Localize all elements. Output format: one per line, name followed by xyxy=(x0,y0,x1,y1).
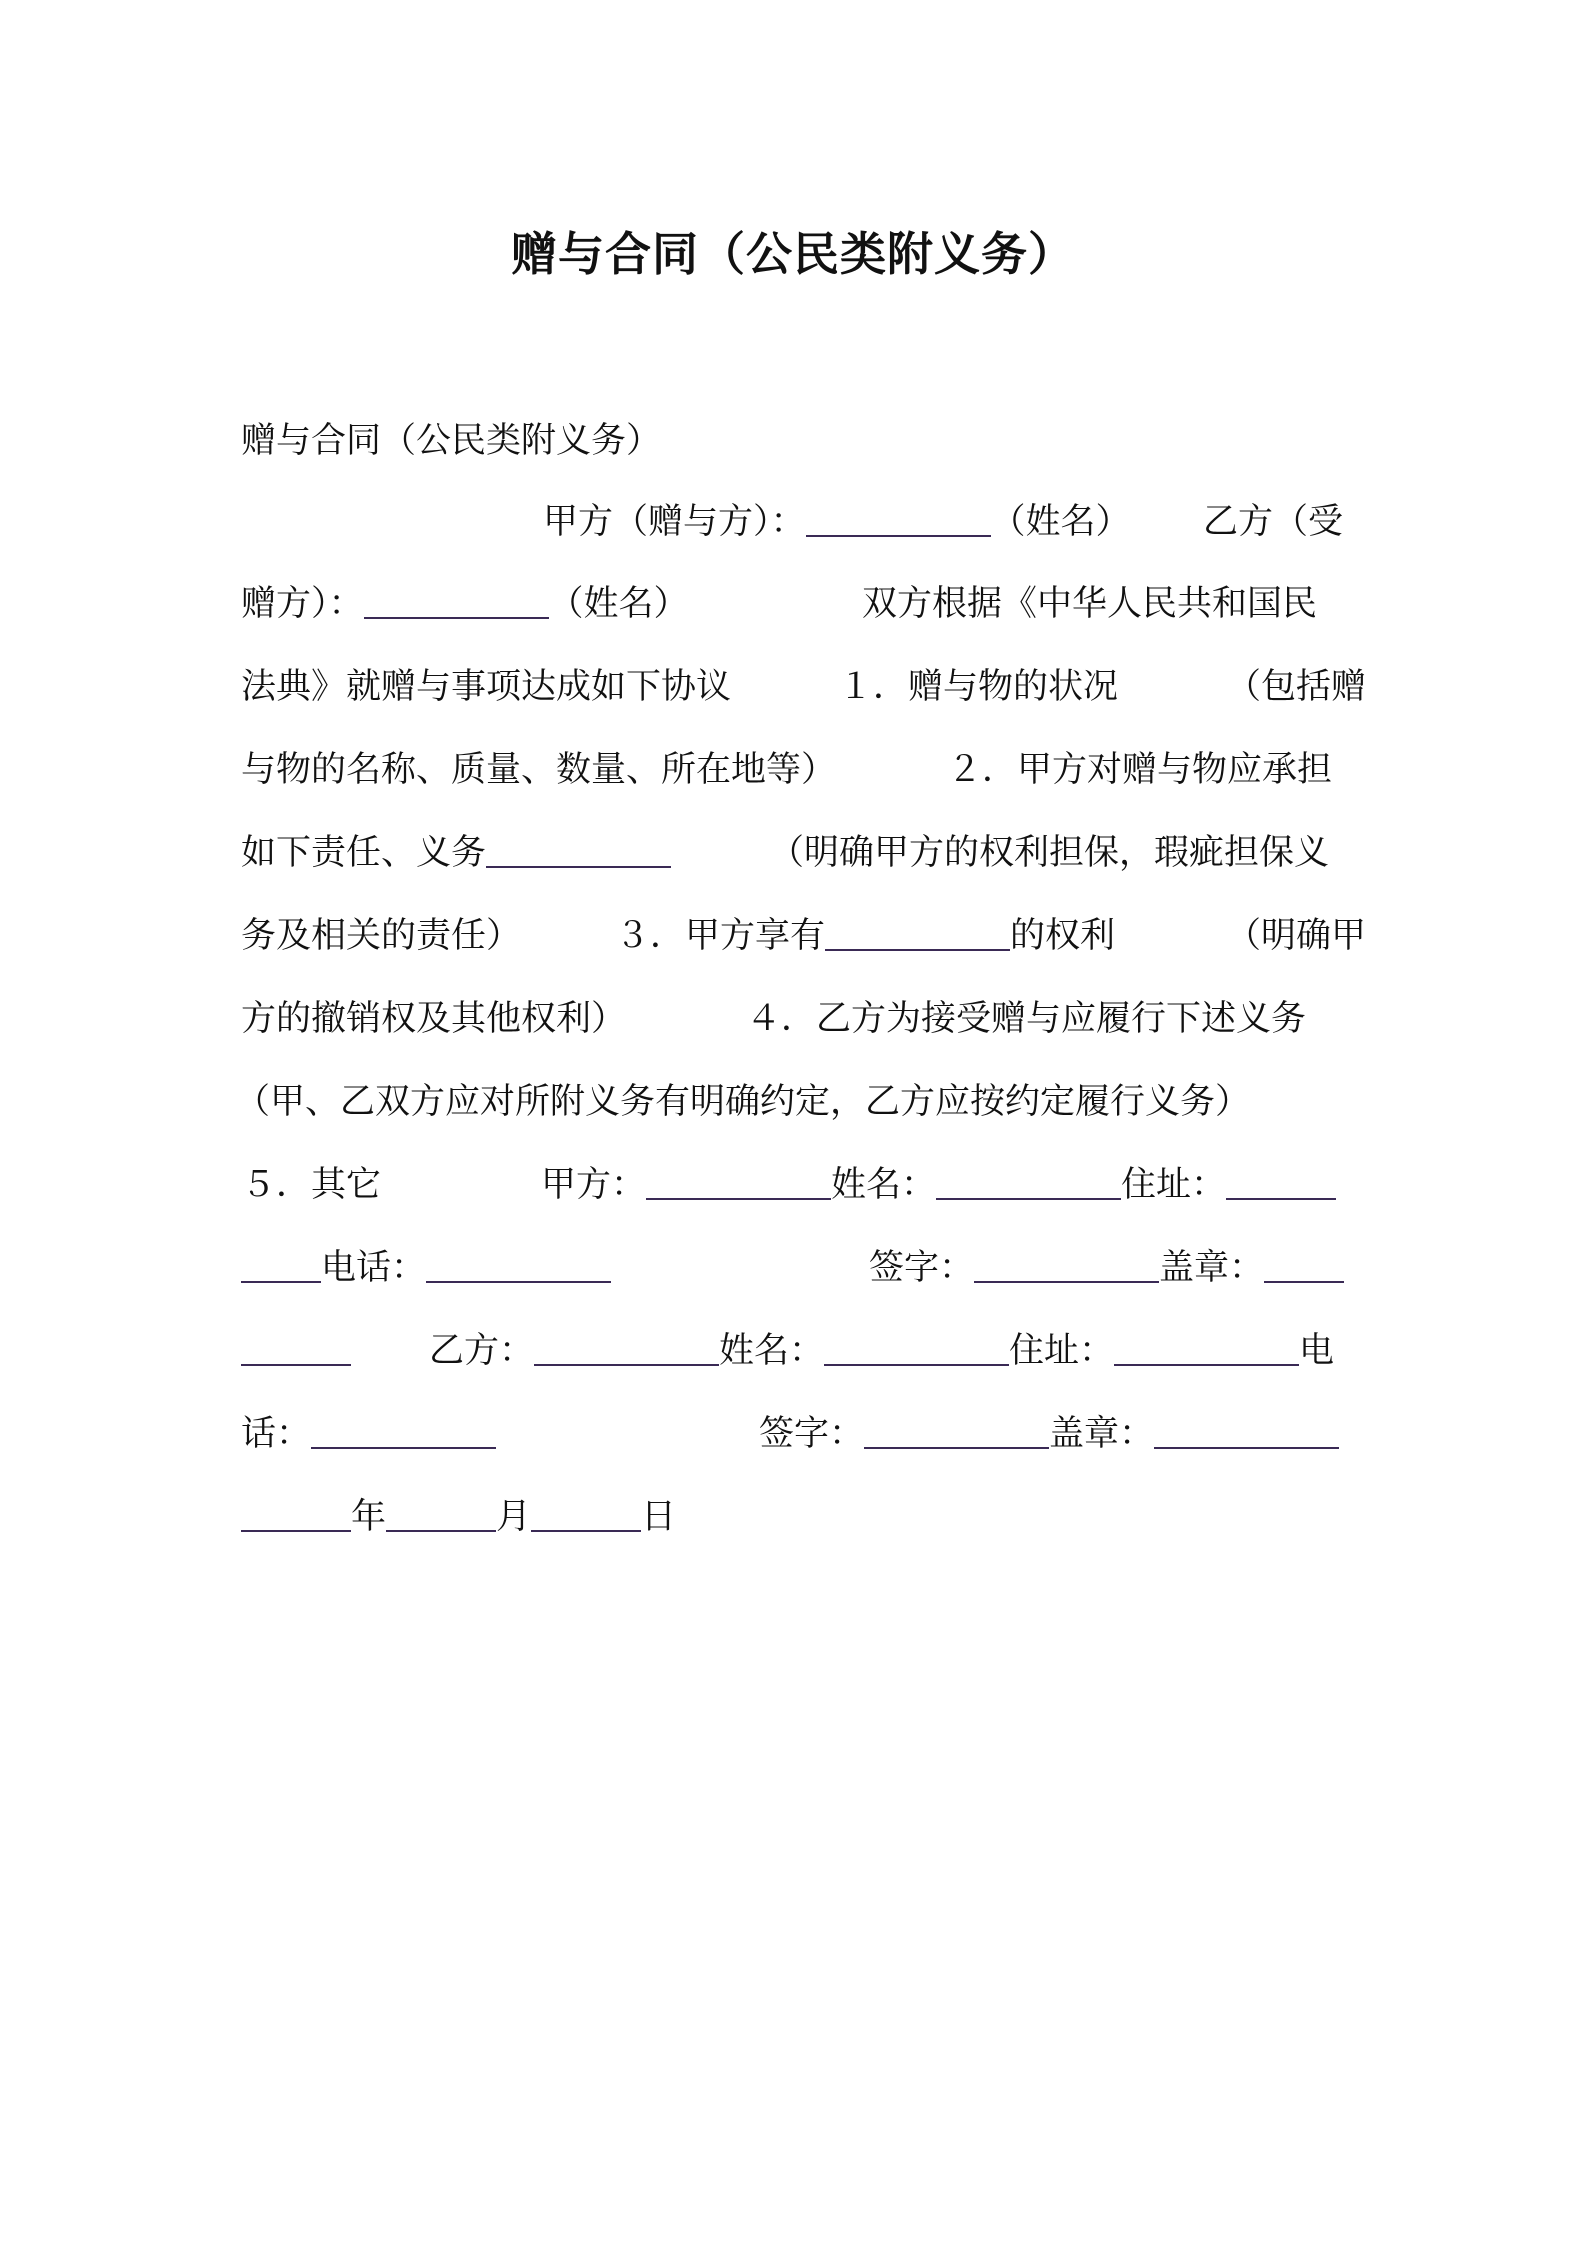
text-line-4-right xyxy=(947,740,1332,800)
party-a-name-field xyxy=(936,1162,1121,1200)
text-line-12-right xyxy=(759,1404,1339,1464)
party-a-phone-label: 电话： xyxy=(321,1248,427,1288)
party-b-phone-field xyxy=(311,1411,496,1449)
party-b-phone-label-end: 话： xyxy=(241,1414,312,1454)
document-subtitle: 赠与合同（公民类附义务） xyxy=(241,421,662,461)
text-line-8 xyxy=(235,1072,1250,1132)
clause-3-note-end: 方的撤销权及其他权利） xyxy=(241,999,627,1039)
party-b-label-end: 赠方）： xyxy=(241,584,364,624)
party-a-label: 甲方（赠与方）： xyxy=(543,502,806,542)
text-line-12 xyxy=(241,1404,496,1464)
document-title: 赠与合同（公民类附义务） xyxy=(511,227,1075,281)
agreement-text: 法典》就赠与事项达成如下协议 xyxy=(241,667,732,707)
party-a-blank xyxy=(646,1162,831,1200)
clause-5-heading: ５．其它 xyxy=(241,1165,382,1205)
party-b-seal-field xyxy=(1154,1411,1339,1449)
clause-2-note-end: 务及相关的责任） xyxy=(241,916,522,956)
clause-3-blank xyxy=(825,913,1010,951)
text-line-2-right xyxy=(862,574,1317,634)
party-a-address-label: 住址： xyxy=(1121,1165,1227,1205)
party-a-seal-label: 盖章： xyxy=(1159,1248,1265,1288)
day-label: 日 xyxy=(641,1497,677,1537)
clause-3-rights: 的权利 xyxy=(1010,916,1116,956)
party-a-phone-field xyxy=(426,1245,611,1283)
party-a-address-field xyxy=(1226,1162,1336,1200)
legal-basis-text: 双方根据《中华人民共和国民 xyxy=(862,584,1318,624)
clause-2-heading-start: ２．甲方对赠与物应承担 xyxy=(947,750,1333,790)
text-line-3-right xyxy=(1226,657,1366,717)
text-line-9 xyxy=(241,1155,381,1215)
text-line-3-mid xyxy=(838,657,1118,717)
party-b-phone-label-start: 电 xyxy=(1299,1331,1335,1371)
text-line-6-right xyxy=(1226,906,1366,966)
clause-3-heading: ３．甲方享有 xyxy=(615,916,826,956)
text-line-11 xyxy=(241,1321,351,1381)
party-b-seal-label: 盖章： xyxy=(1049,1414,1155,1454)
name-note: （姓名） xyxy=(990,502,1131,542)
month-field xyxy=(386,1494,496,1532)
party-b-signature-label: 签字： xyxy=(759,1414,865,1454)
clause-2-heading-end: 如下责任、义务 xyxy=(241,833,487,873)
party-a-seal-field-cont xyxy=(241,1328,351,1366)
text-line-10 xyxy=(241,1238,611,1298)
party-a-signature-field xyxy=(974,1245,1159,1283)
text-line-1-right xyxy=(1203,492,1343,552)
text-line-6-mid xyxy=(615,906,1115,966)
party-a-name-blank xyxy=(806,499,991,537)
party-b-name-blank xyxy=(364,581,549,619)
clause-4-note: （甲、乙双方应对所附义务有明确约定，乙方应按约定履行义务） xyxy=(235,1082,1251,1122)
clause-1-heading: １．赠与物的状况 xyxy=(838,667,1119,707)
text-line-9-right xyxy=(541,1155,1336,1215)
year-label: 年 xyxy=(351,1497,387,1537)
text-line-5 xyxy=(241,823,671,883)
party-b-address-field xyxy=(1114,1328,1299,1366)
party-b-label-start: 乙方（受 xyxy=(1203,502,1344,542)
clause-2-note: （明确甲方的权利担保，瑕疵担保义 xyxy=(769,833,1330,873)
text-line-3 xyxy=(241,657,731,717)
clause-1-note-start: （包括赠 xyxy=(1226,667,1367,707)
clause-2-blank xyxy=(486,830,671,868)
year-field xyxy=(241,1494,351,1532)
name-note: （姓名） xyxy=(548,584,689,624)
party-a-name-label: 姓名： xyxy=(831,1165,937,1205)
party-b-name-field xyxy=(824,1328,1009,1366)
text-line-11-right xyxy=(429,1321,1334,1381)
party-b-signature-field xyxy=(864,1411,1049,1449)
party-a-signature-label: 签字： xyxy=(869,1248,975,1288)
text-line-5-right xyxy=(769,823,1329,883)
party-b-sign-label: 乙方： xyxy=(429,1331,535,1371)
text-line-6 xyxy=(241,906,521,966)
clause-4-heading: ４．乙方为接受赠与应履行下述义务 xyxy=(746,999,1307,1039)
party-a-address-field-cont xyxy=(241,1245,321,1283)
party-b-address-label: 住址： xyxy=(1009,1331,1115,1371)
text-line-7-right xyxy=(746,989,1306,1049)
party-b-blank xyxy=(534,1328,719,1366)
text-line-2 xyxy=(241,574,689,634)
text-line-7 xyxy=(241,989,626,1049)
text-line-1 xyxy=(543,492,1131,552)
party-b-name-label: 姓名： xyxy=(719,1331,825,1371)
text-line-10-right xyxy=(869,1238,1344,1298)
month-label: 月 xyxy=(496,1497,532,1537)
party-a-sign-label: 甲方： xyxy=(541,1165,647,1205)
party-a-seal-field xyxy=(1264,1245,1344,1283)
clause-3-note-start: （明确甲 xyxy=(1226,916,1367,956)
text-line-4 xyxy=(241,740,836,800)
day-field xyxy=(531,1494,641,1532)
text-line-13-date xyxy=(241,1487,676,1547)
clause-1-note-end: 与物的名称、质量、数量、所在地等） xyxy=(241,750,837,790)
